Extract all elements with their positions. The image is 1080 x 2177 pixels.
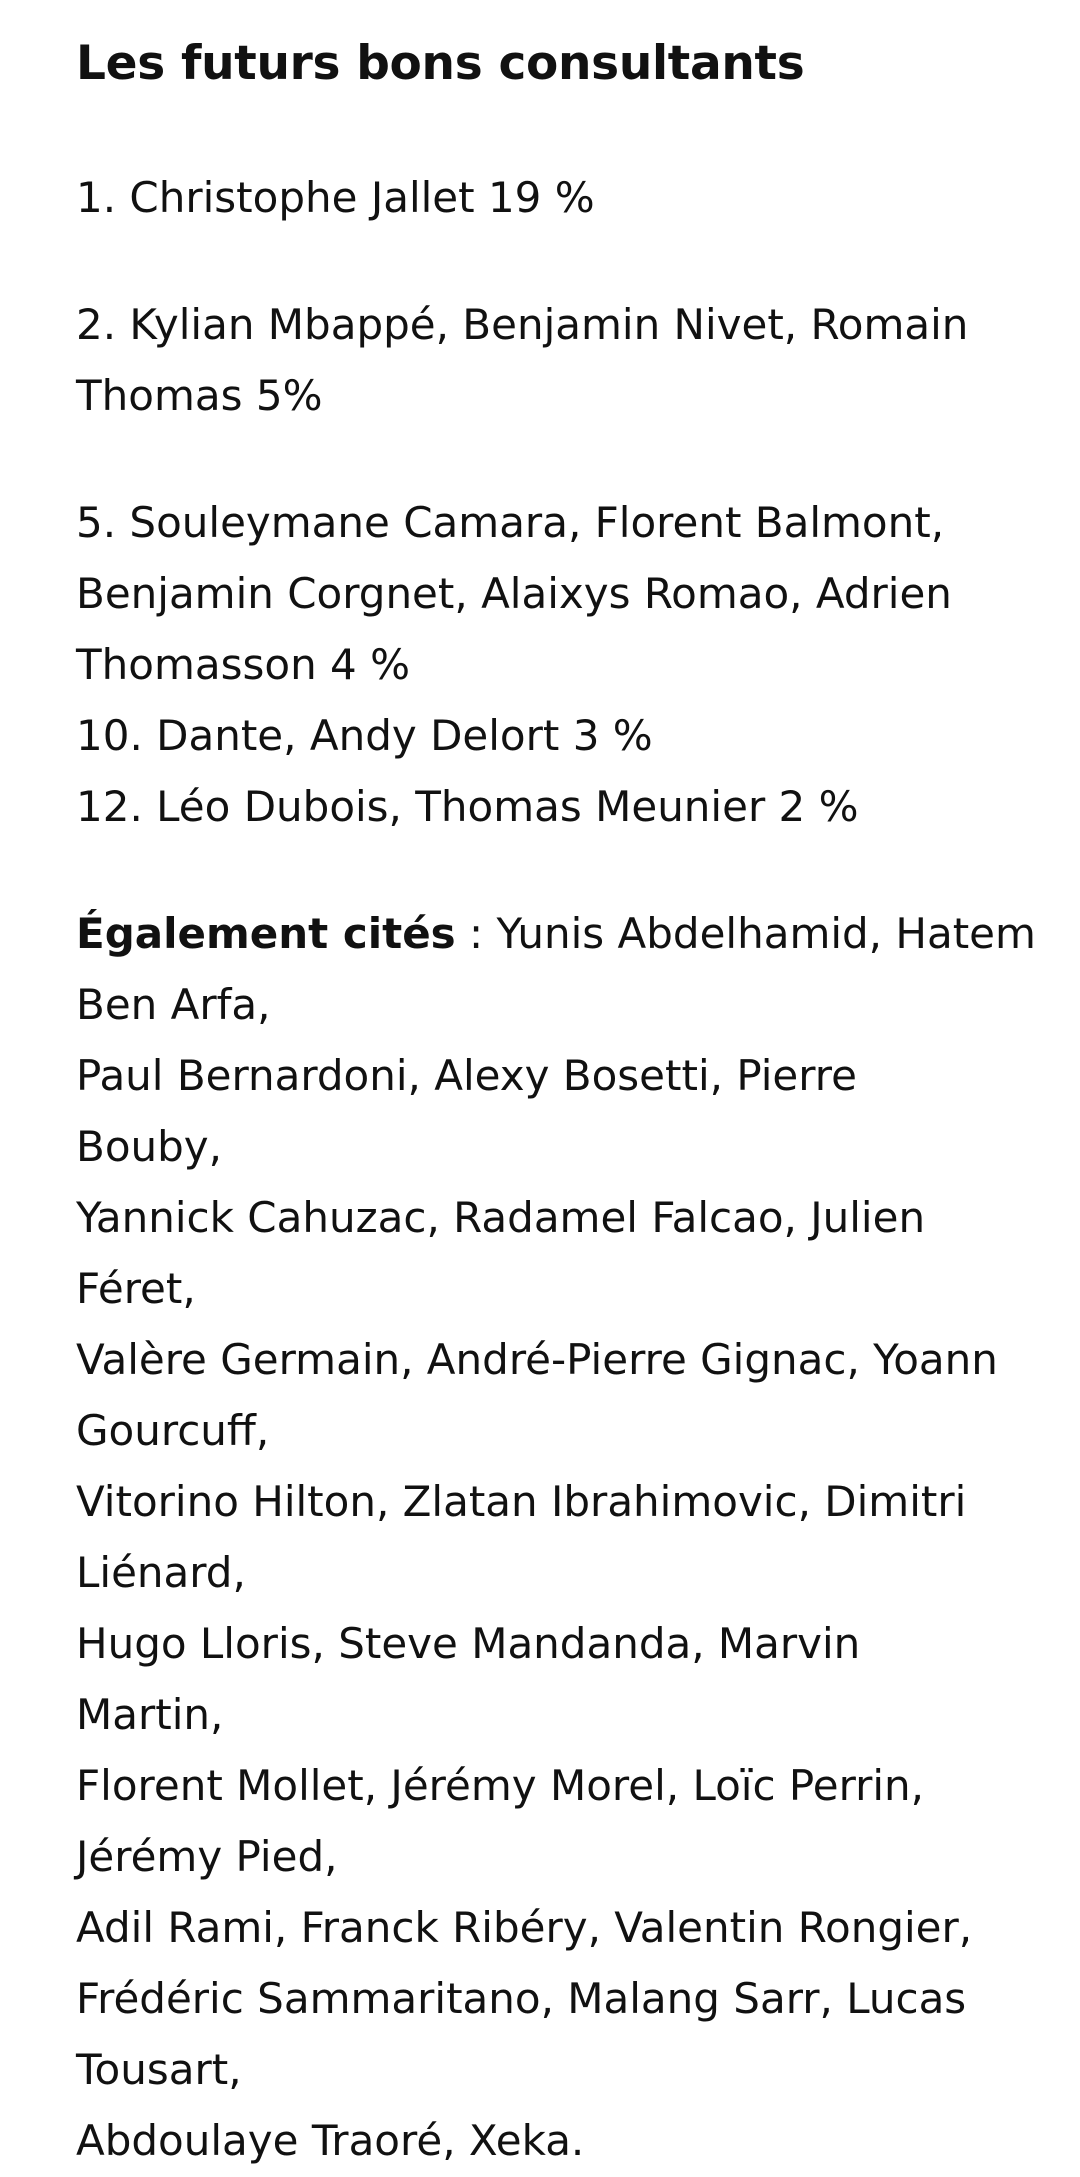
also-cited-line: Ben Arfa,	[76, 980, 271, 1029]
also-cited-paragraph	[76, 898, 1036, 2176]
ranking-line: 1. Christophe Jallet 19 %	[76, 173, 595, 222]
also-cited-separator: :	[455, 909, 497, 958]
also-cited-label: Également cités	[76, 909, 456, 958]
also-cited-line: Abdoulaye Traoré, Xeka.	[76, 2116, 585, 2165]
also-cited-line: Yannick Cahuzac, Radamel Falcao, Julien	[76, 1193, 926, 1242]
ranking-paragraph-1	[76, 162, 1004, 233]
also-cited-line: Frédéric Sammaritano, Malang Sarr, Lucas	[76, 1974, 967, 2023]
ranking-line: Thomas 5%	[76, 371, 323, 420]
also-cited-line: Bouby,	[76, 1122, 222, 1171]
also-cited-line: Tousart,	[76, 2045, 242, 2094]
also-cited-line: Féret,	[76, 1264, 196, 1313]
also-cited-line: Liénard,	[76, 1548, 246, 1597]
also-cited-line: Florent Mollet, Jérémy Morel, Loïc Perrin,	[76, 1761, 925, 1810]
also-cited-line: Jérémy Pied,	[76, 1832, 338, 1881]
ranking-line: 2. Kylian Mbappé, Benjamin Nivet, Romain	[76, 300, 969, 349]
ranking-line: 12. Léo Dubois, Thomas Meunier 2 %	[76, 782, 859, 831]
ranking-line: 10. Dante, Andy Delort 3 %	[76, 711, 653, 760]
also-cited-first-line	[76, 898, 1036, 969]
also-cited-line: Valère Germain, André-Pierre Gignac, Yoann	[76, 1335, 998, 1384]
ranking-paragraph-2	[76, 289, 1004, 431]
also-cited-line: Gourcuff,	[76, 1406, 270, 1455]
also-cited-names: Yunis Abdelhamid, Hatem	[496, 909, 1036, 958]
ranking-line: Benjamin Corgnet, Alaixys Romao, Adrien	[76, 569, 952, 618]
ranking-paragraph-3	[76, 487, 1004, 842]
also-cited-line: Hugo Lloris, Steve Mandanda, Marvin	[76, 1619, 861, 1668]
also-cited-line: Adil Rami, Franck Ribéry, Valentin Rongier,	[76, 1903, 973, 1952]
also-cited-line: Vitorino Hilton, Zlatan Ibrahimovic, Dimitri	[76, 1477, 967, 1526]
also-cited-line: Paul Bernardoni, Alexy Bosetti, Pierre	[76, 1051, 857, 1100]
article-heading: Les futurs bons consultants	[76, 36, 805, 91]
also-cited-line: Martin,	[76, 1690, 224, 1739]
ranking-line: Thomasson 4 %	[76, 640, 411, 689]
ranking-line: 5. Souleymane Camara, Florent Balmont,	[76, 498, 945, 547]
